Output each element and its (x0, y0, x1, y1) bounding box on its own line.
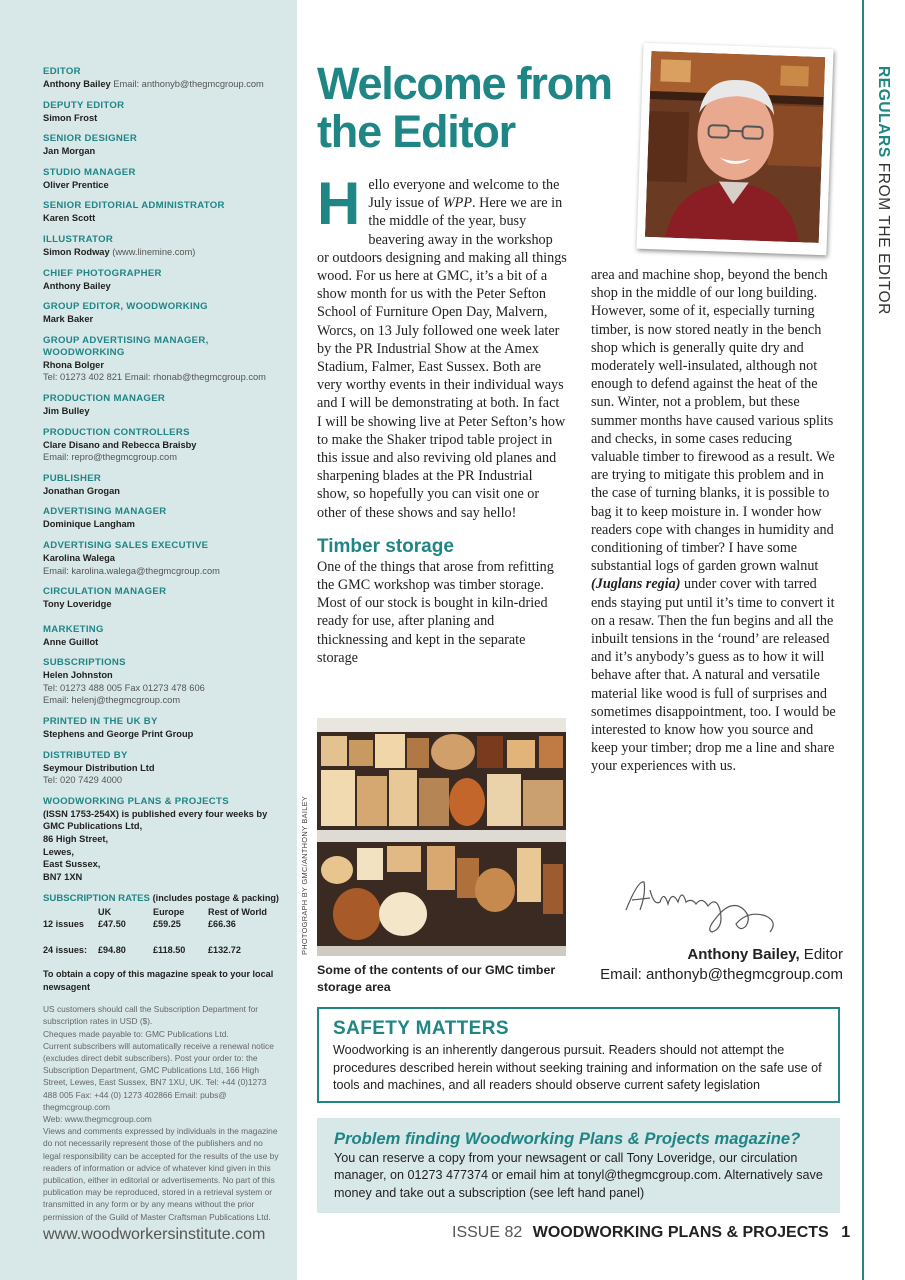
masthead-role: SENIOR DESIGNER (43, 133, 138, 145)
masthead-name: Mark Baker (43, 314, 94, 325)
article-column-2 (591, 266, 841, 776)
small-print-para: Web: www.thegmcgroup.com (43, 1114, 152, 1125)
section-tab-bold: REGULARS (875, 66, 892, 158)
editor-name: Anthony Bailey, (687, 946, 800, 963)
rates-cell: £132.72 (208, 945, 241, 956)
magazine-abbrev: WPP (442, 195, 472, 212)
rates-cell: 24 issues: (43, 945, 87, 956)
masthead-name: Anthony Bailey (43, 79, 111, 89)
masthead-role: DISTRIBUTED BY (43, 749, 128, 761)
walnut-latin-name: (Juglans regia) (591, 576, 681, 593)
masthead-role: CHIEF PHOTOGRAPHER (43, 267, 162, 279)
rates-header-cell: Europe (153, 907, 185, 918)
masthead-staff-line (43, 78, 281, 91)
masthead-name: Tony Loveridge (43, 599, 112, 610)
rates-cell: 12 issues (43, 919, 84, 930)
website-url: www.woodworkersinstitute.com (43, 1226, 266, 1243)
obtain-copy-note: To obtain a copy of this magazine speak to your local newsagent (43, 969, 274, 992)
masthead-contact: Email: repro@thegmcgroup.com (43, 452, 177, 463)
availability-box (317, 1118, 840, 1213)
safety-text: Woodworking is an inherently dangerous pursuit. Readers should not attempt the procedures described herein without seeking training and information on the safe use of tools and machines, and all readers should observe current safety legislation (333, 1043, 822, 1092)
rates-cell: £94.80 (98, 945, 126, 956)
masthead-name: Jim Bulley (43, 405, 90, 416)
masthead-role: PUBLISHER (43, 472, 102, 484)
masthead-role: PRODUCTION MANAGER (43, 392, 166, 404)
rates-cell: £118.50 (153, 945, 186, 956)
small-print-para: US customers should call the Subscription Department for subscription rates in USD ($). (43, 1004, 259, 1027)
timber-storage-photo (317, 718, 566, 956)
masthead-name: Dominique Langham (43, 519, 135, 530)
small-print-para: Cheques made payable to: GMC Publications Ltd. (43, 1028, 229, 1039)
masthead-contact: Email: karolina.walega@thegmcgroup.com (43, 565, 220, 576)
masthead-staff-line (43, 145, 281, 158)
address-line: Lewes, (43, 846, 75, 857)
timber-shelves-illustration (317, 718, 566, 956)
masthead-role: MARKETING (43, 623, 104, 635)
masthead-role: WOODWORKING PLANS & PROJECTS (43, 795, 229, 807)
storage-text-a: One of the things that arose from refitting the GMC workshop was timber storage. Most of our stock is bought in kiln-dried ready for use, after planing and thicknessing and kept in the separate storage (317, 558, 554, 666)
masthead-contact: Tel: 01273 488 005 Fax 01273 478 606 (43, 682, 205, 693)
masthead-name: Karolina Walega (43, 552, 115, 563)
rates-header-cell (43, 906, 98, 918)
masthead-name: Simon Rodway (43, 246, 110, 257)
storage-text-b: area and machine shop, beyond the bench shop in the middle of our long building. However, some of it, especially turning timber, is now stored neatly in the bench shop which is generally quite dry and moderately well-insulated, although not enough to defend against the heat of the sun. Winter, not a problem, but these summer months have caused various splits and checks, in some cases reducing valuable timber to firewood as a result. We are trying to mitigate this problem and in the case of turning blanks, it is possible to bag it to keep moisture in. I wonder how readers cope with changes in humidity and conditioning of timber? I have some substantial logs of garden grown walnut (591, 267, 835, 575)
editor-email: Email: anthonyb@thegmcgroup.com (600, 966, 843, 983)
rates-title: SUBSCRIPTION RATES (43, 893, 150, 905)
masthead-contact: Email: helenj@thegmcgroup.com (43, 695, 181, 706)
article-column-1 (317, 170, 567, 667)
safety-box (317, 1007, 840, 1103)
masthead-role: GROUP ADVERTISING MANAGER, WOODWORKING (43, 334, 209, 358)
small-print-para: Views and comments expressed by individuals in the magazine do not necessarily represent those of the publishers and no legal responsibility can be accepted for the results of the use by readers of information or advice of whatever kind given in this publication, either in editorial or advertisements. No part of this publication may be reproduced, stored in a retrieval system or transmitted in any form or by any means without the prior permission of the Guild of Master Craftsman Publications Ltd. (43, 1126, 279, 1222)
subscription-rates-heading (43, 892, 281, 905)
masthead-staff-line (43, 212, 281, 225)
masthead-role: SENIOR EDITORIAL ADMINISTRATOR (43, 200, 225, 212)
photo-caption: Some of the contents of our GMC timber storage area (317, 963, 556, 994)
masthead-role: ADVERTISING SALES EXECUTIVE (43, 539, 209, 551)
masthead-panel (0, 0, 297, 1280)
masthead-role: SUBSCRIPTIONS (43, 657, 126, 669)
editor-portrait-illustration (645, 51, 825, 243)
availability-text: You can reserve a copy from your newsagent or call Tony Loveridge, our circulation manager, on 01273 477374 or email him at tonyl@thegmcgroup.com. Alternatively save money and take out a subscription (see left hand panel) (334, 1151, 823, 1200)
masthead-role: PRODUCTION CONTROLLERS (43, 426, 190, 438)
rates-header-cell: UK (98, 907, 112, 918)
rates-cell: £59.25 (153, 919, 181, 930)
availability-title: Problem finding Woodworking Plans & Projects magazine? (334, 1129, 801, 1148)
masthead-name: Karen Scott (43, 213, 96, 224)
masthead-role: DEPUTY EDITOR (43, 99, 125, 111)
photo-credit: PHOTOGRAPH BY GMC/ANTHONY BAILEY (300, 795, 309, 955)
masthead-name: Jan Morgan (43, 146, 96, 157)
masthead-contact: (www.linemine.com) (112, 246, 196, 257)
masthead-staff-line (43, 280, 281, 293)
rates-cell: £47.50 (98, 919, 126, 930)
masthead-staff-line (43, 313, 281, 326)
masthead-name: Stephens and George Print Group (43, 729, 194, 740)
masthead-name: Helen Johnston (43, 670, 113, 681)
masthead-name: Anne Guillot (43, 636, 99, 647)
rates-row (43, 930, 267, 956)
intro-text-a: ello everyone and welcome to the July issue of (368, 177, 560, 212)
page-title: Welcome from the Editor (317, 58, 612, 157)
publisher-address (43, 808, 281, 884)
masthead-name: Clare Disano and Rebecca Braisby (43, 439, 197, 450)
small-print (43, 1003, 281, 1223)
page-number: 1 (841, 1224, 851, 1241)
handwritten-signature (620, 870, 790, 940)
rates-note: (includes postage & packing) (152, 893, 279, 904)
masthead-name: Jonathan Grogan (43, 485, 120, 496)
masthead-contact: Tel: 020 7429 4000 (43, 775, 123, 786)
page-footer (452, 1224, 851, 1242)
editor-signature (620, 870, 790, 940)
section-tab-rest: FROM THE EDITOR (875, 162, 892, 315)
masthead-name: Oliver Prentice (43, 179, 109, 190)
subscription-rates-table (43, 906, 267, 956)
rates-header-row (43, 906, 267, 918)
address-line: 86 High Street, (43, 834, 109, 845)
masthead-contact: Tel: 01273 402 821 Email: rhonab@thegmcgroup.com (43, 372, 266, 383)
address-line: (ISSN 1753-254X) is published every four weeks by (43, 808, 268, 819)
rates-cell: £66.36 (208, 919, 236, 930)
address-line: East Sussex, (43, 859, 101, 870)
masthead-staff-line (43, 246, 281, 259)
small-print-para: Current subscribers will automatically receive a renewal notice (excludes direct debit subscribers). Post your order to: the Subscription Department, GMC Publications Ltd, 166 High Street, Lewes, East Sussex, BN7 1XU, UK. Tel: +44 (0)1273 488 005 Fax: +44 (0) 1273 402866 Email: pubs@ thegmcgroup.com (43, 1040, 274, 1112)
issue-number: ISSUE 82 (452, 1224, 523, 1241)
masthead-role: ADVERTISING MANAGER (43, 506, 167, 518)
editor-role: Editor (799, 946, 843, 963)
address-line: GMC Publications Ltd, (43, 821, 143, 832)
address-line: BN7 1XN (43, 871, 83, 882)
rates-row (43, 918, 267, 930)
masthead-name: Anthony Bailey (43, 280, 111, 291)
masthead-name: Rhona Bolger (43, 359, 104, 370)
masthead-staff-line (43, 179, 281, 192)
storage-text-c: under cover with tarred ends staying put until it’s time to convert it on a resaw. Then the fun begins and all the inbuilt tensions in the ‘round’ are released and it’s anybody’s guess as to how it will behave after that. A natural and versatile material like wood is full of surprises and sometimes disappointment, too. I would be interested to know how you source and keep your timber; drop me a line and share your experiences with us. (591, 576, 836, 775)
masthead-role: ILLUSTRATOR (43, 233, 114, 245)
edge-rule (862, 0, 864, 1280)
masthead-role: PRINTED IN THE UK BY (43, 716, 158, 728)
drop-cap: H (317, 170, 361, 237)
masthead-role: EDITOR (43, 66, 81, 77)
masthead-role: CIRCULATION MANAGER (43, 586, 167, 598)
safety-title: SAFETY MATTERS (333, 1018, 509, 1039)
editor-photo (636, 43, 833, 256)
magazine-name: WOODWORKING PLANS & PROJECTS (532, 1224, 829, 1241)
masthead-role: GROUP EDITOR, WOODWORKING (43, 301, 208, 313)
masthead-role: STUDIO MANAGER (43, 166, 136, 178)
intro-text-b: . Here we are in the middle of the year, busy beavering away in the workshop or outdoors designing and making all things wood. For us here at GMC, it’s a bit of a show month for us with the Peter Sefton School of Furniture Open Day, Malvern, Worcs, on 13 July followed one week later by the PR Industrial Show at the Amex Stadium, Falmer, East Sussex. Both are very worthy events in their individual ways and I will be demonstrating at both. In fact I will be showing live at Peter Sefton’s how to make the Shaker tripod table project in this issue and also reviving old planes and sharpening blades at the PR Industrial show, so hopefully you can visit one or other of these shows and say hello! (317, 195, 567, 521)
editor-sign-off (575, 945, 843, 965)
masthead-name: Seymour Distribution Ltd (43, 762, 155, 773)
section-tab (872, 66, 892, 315)
staff-list (43, 66, 281, 326)
masthead-name: Simon Frost (43, 112, 98, 123)
masthead-staff-line (43, 112, 281, 125)
masthead-contact: Email: anthonyb@thegmcgroup.com (113, 79, 264, 89)
subhead-timber-storage: Timber storage (317, 535, 454, 557)
rates-header-cell: Rest of World (208, 907, 267, 918)
